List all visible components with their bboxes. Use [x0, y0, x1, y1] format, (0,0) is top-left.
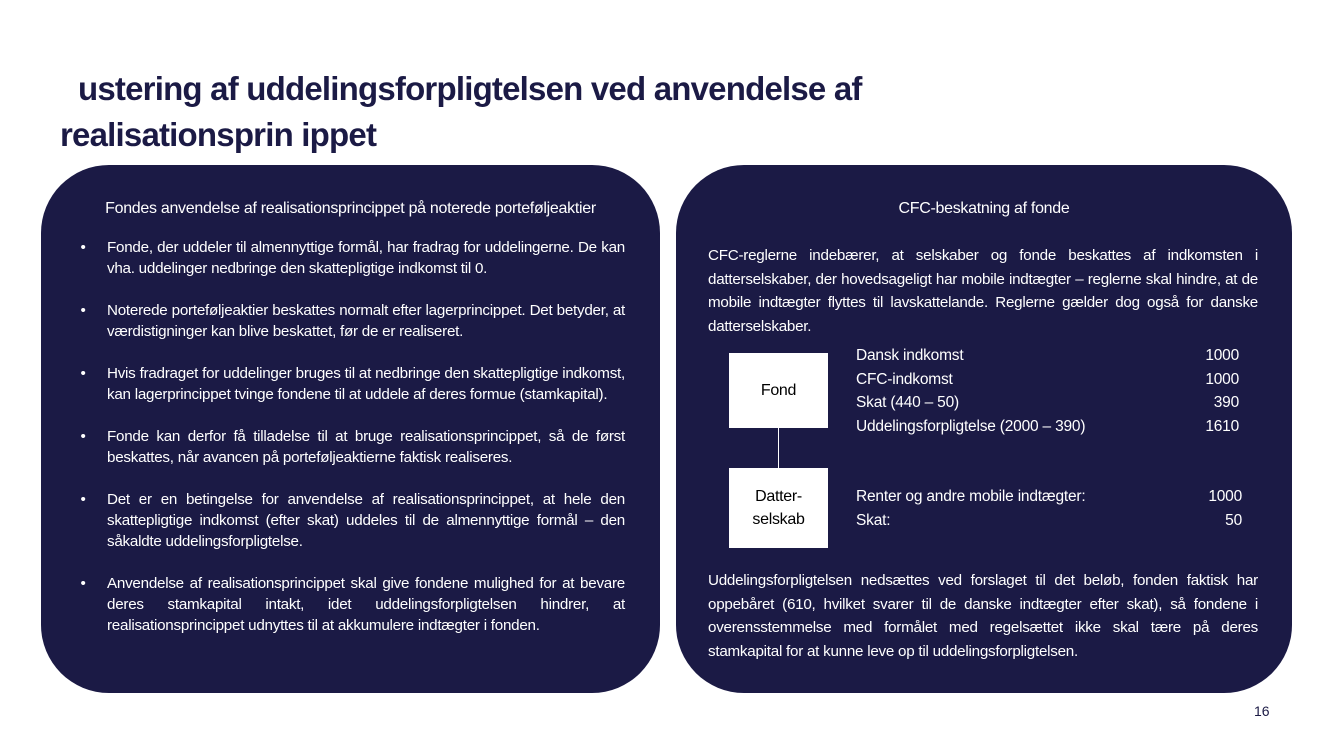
conclusion-paragraph: Uddelingsforpligtelsen nedsættes ved forslaget til det beløb, fonden faktisk har oppebåret (610, hvilket svarer til de danske indtægter efter skat), så fondene i overensstemmelse med formålet med regelsættet ikke skal tære på deres stamkapital for at kunne leve op til uddelingsforpligtelsen. [708, 572, 1258, 660]
figure-label: Renter og andre mobile indtægter: [856, 488, 1086, 505]
panel-heading: Fondes anvendelse af realisationsprincippet på noterede porteføljeaktier [105, 200, 596, 217]
bullet-item [77, 489, 625, 552]
datterselskab-label-line-2: selskab [752, 511, 805, 528]
connector-line [778, 428, 779, 468]
bullet-icon: • [80, 491, 86, 508]
figure-label: Dansk indkomst [856, 347, 964, 364]
intro-paragraph: CFC-reglerne indebærer, at selskaber og fonde beskattes af indkomsten i datterselskaber, der hovedsageligt har mobile indtægter – reglerne skal hindre, at de mobile indtægter flyttes til lavskattelande. Reglerne gælder dog også for danske datterselskaber. [708, 247, 1258, 335]
cfc-taxation-panel [676, 165, 1292, 693]
figure-label: CFC-indkomst [856, 370, 953, 388]
figure-label: Skat: [856, 511, 891, 529]
slide-title [60, 66, 1060, 158]
bullet-list [77, 237, 625, 657]
figure-value: 1610 [1205, 417, 1239, 435]
figure-value: 1000 [1208, 488, 1242, 505]
bullet-item [77, 573, 625, 636]
figure-value: 1000 [1205, 347, 1239, 364]
bullet-item [77, 363, 625, 405]
figure-row [856, 344, 1239, 368]
realisation-principle-panel [41, 165, 660, 693]
bullet-text: Fonde kan derfor få tilladelse til at bruge realisationsprincippet, så de først beskattes, når avancen på porteføljeaktierne faktisk realiseres. [107, 428, 625, 466]
figure-row [856, 391, 1239, 415]
datterselskab-box-label [752, 485, 804, 531]
figure-value: 1000 [1205, 370, 1239, 388]
bullet-icon: • [80, 575, 86, 592]
datterselskab-box [729, 468, 828, 548]
bullet-icon: • [80, 365, 86, 382]
figure-row [856, 485, 1242, 509]
figure-value: 390 [1213, 394, 1239, 411]
figure-row [856, 415, 1239, 439]
fond-figures [856, 344, 1239, 438]
page-number: 16 [1254, 703, 1270, 719]
datterselskab-figures [856, 485, 1242, 532]
bullet-text: Noterede porteføljeaktier beskattes normalt efter lagerprincippet. Det betyder, at værdistigninger kan blive beskattet, før de er realiseret. [107, 302, 625, 340]
figure-value: 50 [1225, 511, 1242, 529]
fond-box [729, 353, 828, 428]
datterselskab-label-line-1: Datter- [755, 488, 802, 505]
bullet-text: Fonde, der uddeler til almennyttige formål, har fradrag for uddelingerne. De kan vha. uddelinger nedbringe den skattepligtige indkomst til 0. [107, 239, 625, 277]
bullet-text: Hvis fradraget for uddelinger bruges til at nedbringe den skattepligtige indkomst, kan lagerprincippet tvinge fondene til at uddele af deres formue (stamkapital). [107, 365, 625, 403]
slide-title-line-1: ustering af uddelingsforpligtelsen ved anvendelse af [78, 70, 862, 107]
panel-heading: CFC-beskatning af fonde [898, 200, 1070, 217]
bullet-icon: • [80, 302, 86, 319]
figure-row [856, 509, 1242, 533]
bullet-item [77, 426, 625, 468]
bullet-icon: • [80, 239, 86, 256]
figure-row [856, 368, 1239, 392]
bullet-item [77, 300, 625, 342]
figure-label: Skat (440 – 50) [856, 394, 959, 411]
fond-box-label: Fond [760, 382, 797, 399]
slide-title-line-2: realisationsprin ippet [60, 116, 377, 153]
bullet-text: Anvendelse af realisationsprincippet skal give fondene mulighed for at bevare deres stamkapital intakt, idet uddelingsforpligtelsen hindrer, at realisationsprincippet udnyttes til at akkumulere indtægter i fonden. [107, 575, 625, 634]
figure-label: Uddelingsforpligtelse (2000 – 390) [856, 417, 1086, 435]
bullet-item [77, 237, 625, 279]
bullet-text: Det er en betingelse for anvendelse af realisationsprincippet, at hele den skattepligtige indkomst (efter skat) uddeles til de almennyttige formål – den såkaldte uddelingsforpligtelse. [107, 491, 625, 550]
bullet-icon: • [80, 428, 86, 445]
